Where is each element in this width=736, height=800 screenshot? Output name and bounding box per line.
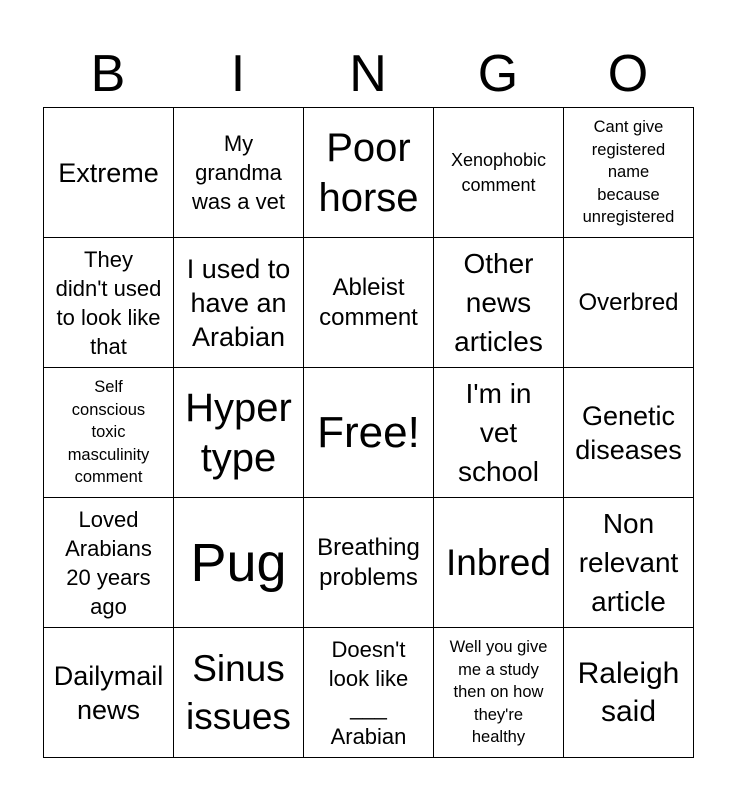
bingo-cell[interactable] bbox=[434, 238, 564, 368]
cell-text: Other news articles bbox=[454, 248, 543, 357]
cell-text: Overbred bbox=[578, 288, 679, 316]
bingo-cell[interactable] bbox=[564, 498, 694, 628]
header-letter-i: I bbox=[230, 45, 246, 103]
cell-text: My grandma was a vet bbox=[192, 131, 285, 214]
bingo-header bbox=[43, 44, 693, 104]
bingo-cell[interactable] bbox=[304, 238, 434, 368]
free-space[interactable] bbox=[304, 368, 434, 498]
cell-text: Extreme bbox=[58, 157, 159, 188]
cell-text: Sinus issues bbox=[186, 647, 291, 737]
cell-text: Genetic diseases bbox=[575, 400, 682, 465]
bingo-cell[interactable] bbox=[304, 108, 434, 238]
bingo-card bbox=[43, 107, 694, 758]
cell-text: Well you give me a study then on how they're healthy bbox=[449, 638, 548, 747]
bingo-cell[interactable] bbox=[304, 628, 434, 758]
cell-text: Breathing problems bbox=[317, 533, 420, 591]
cell-text: Raleigh said bbox=[577, 656, 680, 728]
bingo-cell[interactable] bbox=[564, 108, 694, 238]
cell-text: Doesn't look like ___ Arabian bbox=[328, 636, 409, 749]
bingo-cell[interactable] bbox=[564, 368, 694, 498]
cell-text: Hyper type bbox=[185, 385, 292, 480]
cell-text: I used to have an Arabian bbox=[186, 253, 291, 352]
cell-text: Ableist comment bbox=[319, 273, 418, 331]
cell-text: Dailymail news bbox=[53, 660, 164, 725]
cell-text: Xenophobic comment bbox=[450, 149, 547, 195]
bingo-cell[interactable] bbox=[44, 628, 174, 758]
bingo-cell[interactable] bbox=[174, 498, 304, 628]
bingo-cell[interactable] bbox=[174, 628, 304, 758]
bingo-cell[interactable] bbox=[434, 108, 564, 238]
header-letter-n: N bbox=[349, 45, 387, 103]
cell-text: Pug bbox=[190, 532, 287, 593]
bingo-cell[interactable] bbox=[304, 498, 434, 628]
header-letter-g: G bbox=[477, 45, 519, 103]
bingo-cell[interactable] bbox=[434, 498, 564, 628]
bingo-cell[interactable] bbox=[434, 628, 564, 758]
header-letter-b: B bbox=[90, 45, 126, 103]
cell-text: Loved Arabians 20 years ago bbox=[65, 506, 152, 619]
bingo-cell[interactable] bbox=[44, 238, 174, 368]
cell-text: Self conscious toxic masculinity comment bbox=[67, 378, 150, 487]
bingo-cell[interactable] bbox=[44, 368, 174, 498]
cell-text: I'm in vet school bbox=[458, 378, 539, 487]
bingo-cell[interactable] bbox=[44, 498, 174, 628]
bingo-cell[interactable] bbox=[174, 368, 304, 498]
bingo-cell[interactable] bbox=[44, 108, 174, 238]
cell-text: Inbred bbox=[446, 541, 551, 583]
cell-text: Non relevant article bbox=[578, 508, 679, 617]
bingo-cell[interactable] bbox=[434, 368, 564, 498]
bingo-cell[interactable] bbox=[174, 238, 304, 368]
bingo-cell[interactable] bbox=[564, 628, 694, 758]
bingo-cell[interactable] bbox=[174, 108, 304, 238]
cell-text: They didn't used to look like that bbox=[55, 246, 162, 359]
bingo-cell[interactable] bbox=[564, 238, 694, 368]
cell-text: Poor horse bbox=[318, 125, 419, 220]
cell-text: Free! bbox=[317, 407, 420, 457]
header-letter-o: O bbox=[607, 45, 649, 103]
cell-text: Cant give registered name because unregistered bbox=[582, 118, 675, 227]
